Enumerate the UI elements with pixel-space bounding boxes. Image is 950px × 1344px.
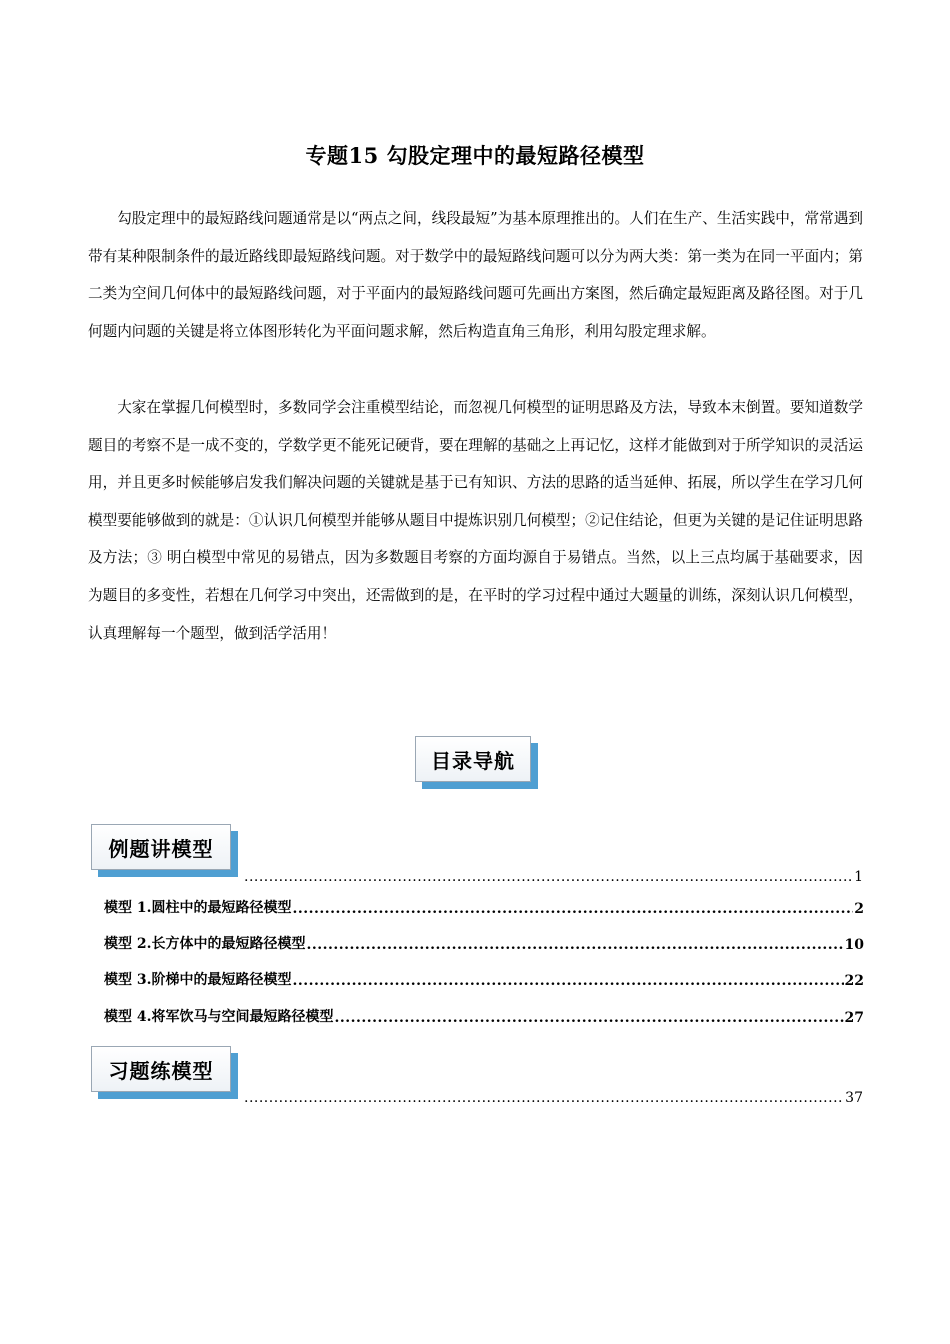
toc-line-exercises[interactable]	[243, 1090, 863, 1106]
toc-item-model-3[interactable]	[104, 969, 864, 989]
toc-page-number: 22	[844, 973, 864, 989]
toc-item-label: 模型 2.长方体中的最短路径模型	[104, 936, 306, 952]
section-box-examples: 例题讲模型	[91, 824, 231, 870]
toc-leader-dots	[293, 973, 844, 989]
toc-page-number: 2	[854, 901, 864, 917]
toc-item-model-1[interactable]	[104, 897, 864, 917]
toc-page-number: 37	[845, 1090, 863, 1106]
toc-leader-dots	[293, 901, 854, 917]
toc-heading-box: 目录导航	[415, 736, 531, 782]
toc-item-label: 模型 4.将军饮马与空间最短路径模型	[104, 1009, 334, 1025]
intro-paragraph-2: 大家在掌握几何模型时，多数同学会注重模型结论，而忽视几何模型的证明思路及方法，导致本末倒置。要知道数学题目的考察不是一成不变的，学数学更不能死记硬背，要在理解的基础之上再记忆，这样才能做到对于所学知识的灵活运用，并且更多时候能够启发我们解决问题的关键就是基于已有知识、方法的思路的适当延伸、拓展，所以学生在学习几何模型要能够做到的就是：①认识几何模型并能够从题目中提炼识别几何模型；②记住结论，但更为关键的是记住证明思路及方法；③ 明白模型中常见的易错点，因为多数题目考察的方面均源自于易错点。当然，以上三点均属于基础要求，因为题目的多变性，若想在几何学习中突出，还需做到的是，在平时的学习过程中通过大题量的训练，深刻认识几何模型，认真理解每一个题型，做到活学活用！	[88, 399, 863, 642]
section-box-exercises: 习题练模型	[91, 1046, 231, 1092]
toc-item-model-4[interactable]	[104, 1006, 864, 1026]
toc-item-model-2[interactable]	[104, 933, 864, 953]
toc-leader-dots	[307, 937, 844, 953]
toc-leader-dots	[244, 869, 853, 885]
toc-line-examples[interactable]	[243, 869, 863, 885]
toc-page-number: 1	[854, 869, 863, 885]
toc-item-label: 模型 1.圆柱中的最短路径模型	[104, 900, 292, 916]
toc-leader-dots	[244, 1090, 844, 1106]
toc-page-number: 27	[844, 1010, 864, 1026]
toc-item-label: 模型 3.阶梯中的最短路径模型	[104, 972, 292, 988]
page-title: 专题15 勾股定理中的最短路径模型	[305, 143, 645, 168]
toc-page-number: 10	[844, 937, 864, 953]
toc-leader-dots	[335, 1010, 844, 1026]
intro-paragraph-1: 勾股定理中的最短路线问题通常是以“两点之间，线段最短”为基本原理推出的。人们在生产、生活实践中，常常遇到带有某种限制条件的最近路线即最短路线问题。对于数学中的最短路线问题可以分为两大类：第一类为在同一平面内；第二类为空间几何体中的最短路线问题，对于平面内的最短路线问题可先画出方案图，然后确定最短距离及路径图。对于几何题内问题的关键是将立体图形转化为平面问题求解，然后构造直角三角形，利用勾股定理求解。	[88, 210, 863, 340]
